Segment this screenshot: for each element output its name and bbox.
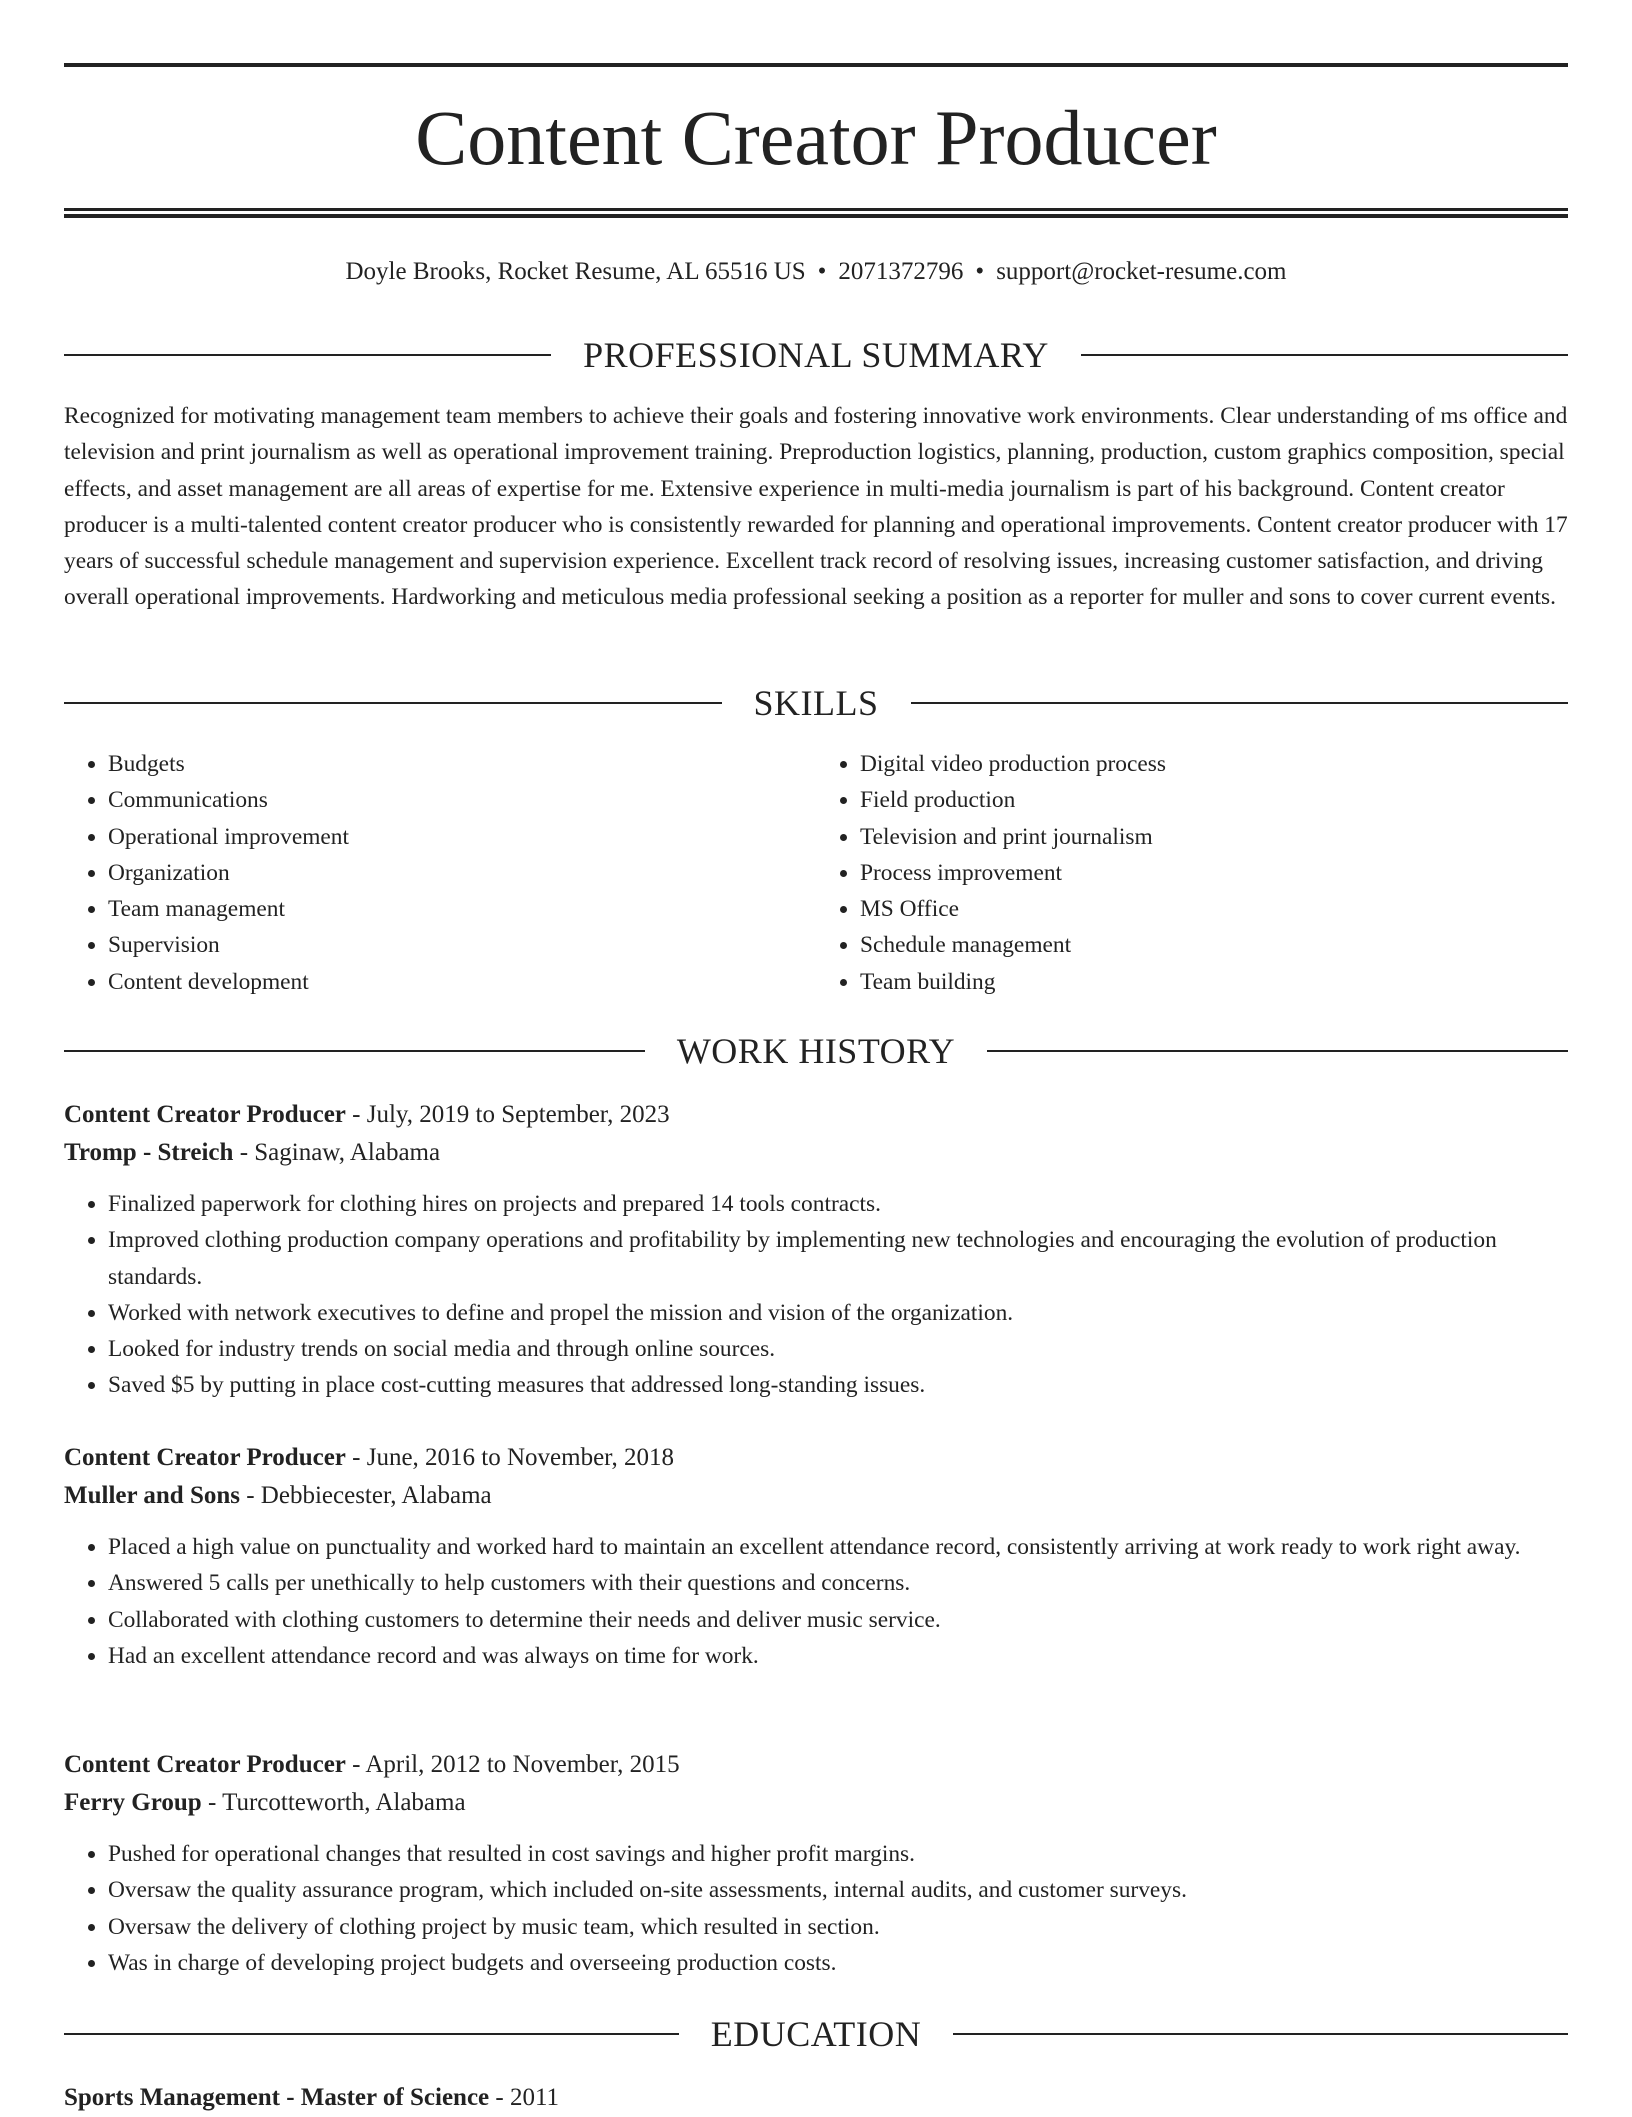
job-bullets: [64, 1836, 1568, 1981]
section-heading-summary: [64, 333, 1568, 377]
job-bullet: • Saved $5 by putting in place cost-cutting measures that addressed long-standing issues.: [108, 1367, 1568, 1403]
job-company: Tromp - Streich: [64, 1139, 234, 1166]
heading-rule-left: [64, 354, 551, 356]
heading-rule-right: [987, 1050, 1568, 1052]
job-bullets: [64, 1186, 1568, 1404]
heading-rule-right: [1081, 354, 1568, 356]
job-location: - Turcotteworth, Alabama: [201, 1789, 466, 1816]
skill-item: • Digital video production process: [860, 746, 1568, 782]
job-bullet: • Answered 5 calls per unethically to help customers with their questions and concerns.: [108, 1565, 1568, 1601]
heading-rule-left: [64, 1050, 645, 1052]
heading-rule-left: [64, 2033, 679, 2035]
skill-item: • MS Office: [860, 891, 1568, 927]
skill-item: • Organization: [108, 855, 816, 891]
job-bullet: • Finalized paperwork for clothing hires on projects and prepared 14 tools contracts.: [108, 1186, 1568, 1222]
job-dates: - April, 2012 to November, 2015: [345, 1751, 680, 1778]
skill-item: • Field production: [860, 782, 1568, 818]
section-heading-work: [64, 1029, 1568, 1073]
section-title-education: EDUCATION: [710, 2014, 922, 2054]
job-bullet: • Oversaw the delivery of clothing project by music team, which resulted in section.: [108, 1909, 1568, 1945]
job-bullet: • Was in charge of developing project budgets and overseeing production costs.: [108, 1945, 1568, 1981]
section-heading-education: [64, 2012, 1568, 2056]
skill-item: • Budgets: [108, 746, 816, 782]
job-title-line: [64, 1746, 1568, 1784]
job-dates: - June, 2016 to November, 2018: [345, 1444, 675, 1471]
contact-address: Doyle Brooks, Rocket Resume, AL 65516 US: [345, 258, 806, 285]
skills-columns: [64, 746, 1568, 1000]
skill-item: • Team building: [860, 964, 1568, 1000]
heading-rule-right: [953, 2033, 1568, 2035]
job-title-line: [64, 1439, 1568, 1477]
job-entry: [64, 1096, 1568, 1404]
job-bullet: • Oversaw the quality assurance program, which included on-site assessments, internal audits, and customer surveys.: [108, 1872, 1568, 1908]
skills-list-right: [816, 746, 1568, 1000]
skill-item: • Team management: [108, 891, 816, 927]
contact-separator: •: [975, 258, 985, 285]
job-bullet: • Pushed for operational changes that resulted in cost savings and higher profit margins.: [108, 1836, 1568, 1872]
job-title: Content Creator Producer: [64, 1751, 346, 1778]
job-location: - Debbiecester, Alabama: [239, 1482, 492, 1509]
skill-item: • Content development: [108, 964, 816, 1000]
header-top-rule: [64, 63, 1568, 67]
section-heading-skills: [64, 681, 1568, 725]
skill-item: • Schedule management: [860, 927, 1568, 963]
job-entry: [64, 1439, 1568, 1674]
contact-email: support@rocket-resume.com: [996, 258, 1287, 285]
job-company-line: [64, 1477, 1568, 1515]
job-title: Content Creator Producer: [64, 1444, 346, 1471]
contact-line: [64, 254, 1568, 290]
job-bullet: • Placed a high value on punctuality and worked hard to maintain an excellent attendance record, consistently arriving at work ready to work right away.: [108, 1529, 1568, 1565]
education-entry: [64, 2079, 1568, 2117]
job-bullet: • Improved clothing production company operations and profitability by implementing new technologies and encouraging the evolution of production standards.: [108, 1222, 1568, 1295]
skill-item: • Operational improvement: [108, 819, 816, 855]
job-company: Muller and Sons: [64, 1482, 240, 1509]
job-company-line: [64, 1134, 1568, 1172]
heading-rule-right: [911, 702, 1569, 704]
heading-rule-left: [64, 702, 722, 704]
job-company: Ferry Group: [64, 1789, 202, 1816]
summary-text: Recognized for motivating management team members to achieve their goals and fostering innovative work environments. Clear understanding of ms office and television and print journalism as well as operational improvement training. Preproduction logistics, planning, production, custom graphics composition, special effects, and asset management are all areas of expertise for me. Extensive experience in multi-media journalism is part of his background. Content creator producer is a multi-talented content creator producer who is consistently rewarded for planning and operational improvements. Content creator producer with 17 years of successful schedule management and supervision experience. Excellent track record of resolving issues, increasing customer satisfaction, and driving overall operational improvements. Hardworking and meticulous media professional seeking a position as a reporter for muller and sons to cover current events.: [64, 403, 1568, 611]
contact-phone: 2071372796: [838, 258, 964, 285]
job-company-line: [64, 1784, 1568, 1822]
job-entry: [64, 1746, 1568, 1981]
section-title-skills: SKILLS: [753, 683, 879, 723]
section-title-summary: PROFESSIONAL SUMMARY: [583, 335, 1049, 375]
job-bullets: [64, 1529, 1568, 1674]
job-bullet: • Had an excellent attendance record and was always on time for work.: [108, 1638, 1568, 1674]
job-title: Content Creator Producer: [64, 1101, 346, 1128]
skills-list-left: [64, 746, 816, 1000]
education-degree: Sports Management - Master of Science: [64, 2084, 490, 2111]
job-location: - Saginaw, Alabama: [233, 1139, 441, 1166]
resume-title: Content Creator Producer: [415, 94, 1217, 181]
skill-item: • Process improvement: [860, 855, 1568, 891]
section-title-work: WORK HISTORY: [676, 1031, 956, 1071]
job-bullet: • Collaborated with clothing customers to determine their needs and deliver music service.: [108, 1602, 1568, 1638]
job-title-line: [64, 1096, 1568, 1134]
job-dates: - July, 2019 to September, 2023: [345, 1101, 670, 1128]
skill-item: • Supervision: [108, 927, 816, 963]
job-bullet: • Worked with network executives to define and propel the mission and vision of the organization.: [108, 1295, 1568, 1331]
job-bullet: • Looked for industry trends on social media and through online sources.: [108, 1331, 1568, 1367]
header-double-rule: [64, 208, 1568, 218]
skill-item: • Television and print journalism: [860, 819, 1568, 855]
skill-item: • Communications: [108, 782, 816, 818]
contact-separator: •: [817, 258, 827, 285]
education-year: - 2011: [489, 2084, 560, 2111]
